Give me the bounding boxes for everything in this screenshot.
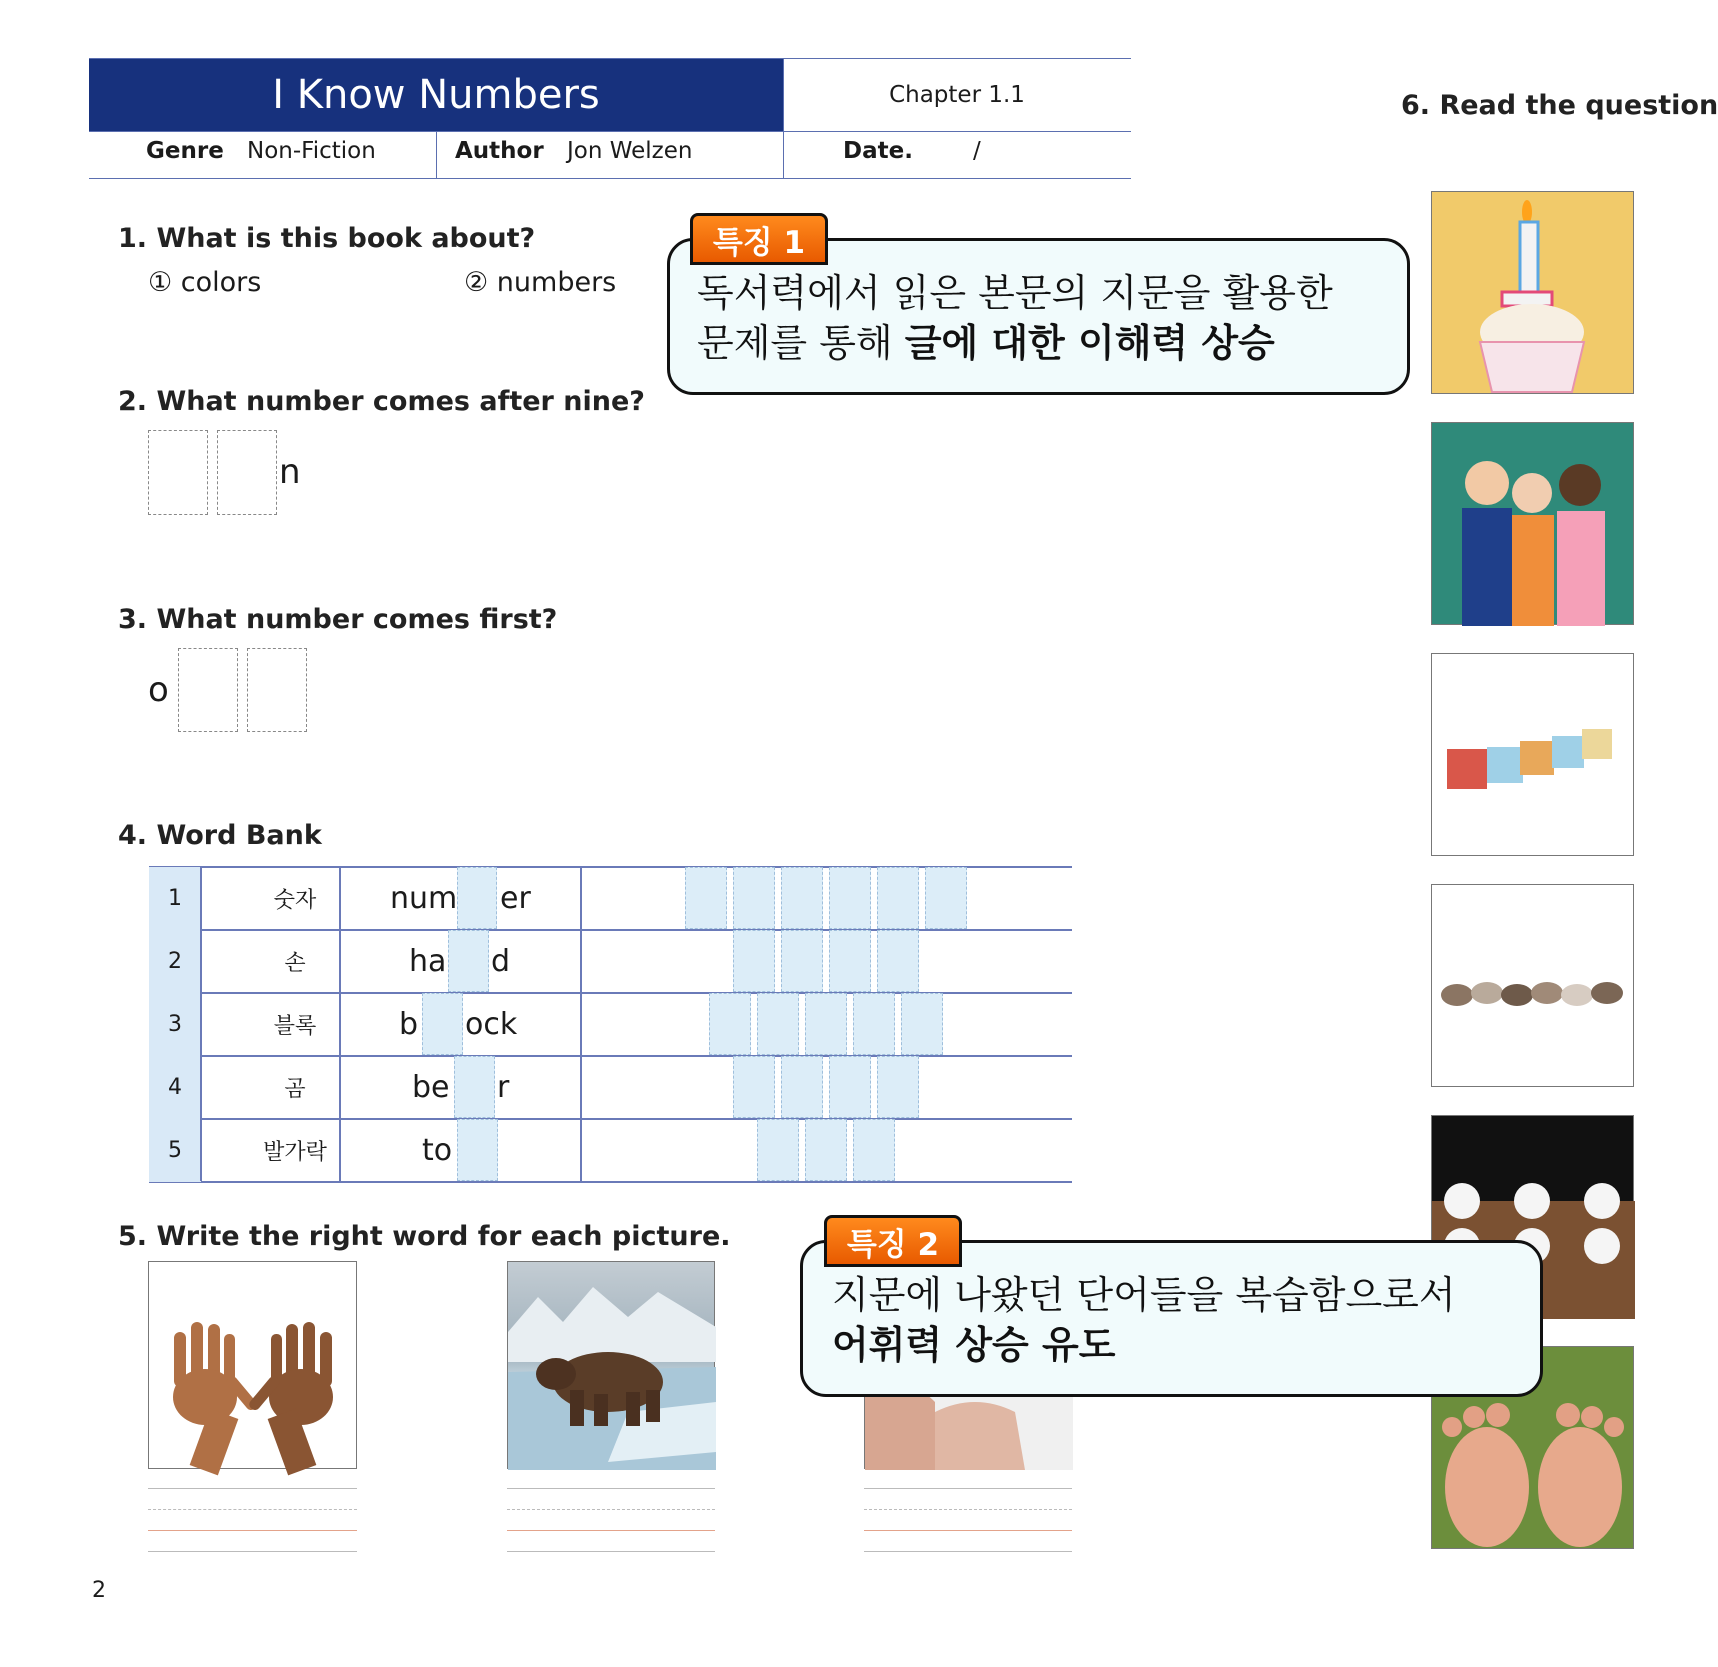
letter-blank[interactable] [422,993,463,1055]
callout-1-bold: 글에 대한 이해력 상승 [904,321,1275,365]
word-fragment: d [491,944,511,979]
korean-word: 숫자 [273,888,317,913]
option-numbers[interactable]: ② numbers [464,267,617,298]
chapter-label: Chapter 1.1 [889,82,1025,108]
word-fragment: be [412,1070,450,1105]
question-4: 4. Word Bank [118,820,322,851]
write-box[interactable] [781,867,823,929]
callout-1-line-1: 독서력에서 읽은 본문의 지문을 활용한 [697,271,1333,315]
feature-badge-1: 특징 1 [690,213,828,265]
write-box[interactable] [733,1056,775,1118]
table-row [149,930,1072,993]
page-number: 2 [92,1578,106,1603]
author-value: Jon Welzen [567,138,693,164]
question-6: 6. Read the question [1401,90,1718,121]
book-title: I Know Numbers [89,59,783,131]
row-number: 3 [149,993,201,1056]
question-1: 1. What is this book about? [118,223,536,254]
date-label: Date. [843,138,913,164]
write-box[interactable] [757,1119,799,1181]
letter-blank[interactable] [448,930,489,992]
write-box[interactable] [925,867,967,929]
word-fragment: num [390,881,458,916]
write-box[interactable] [853,1119,895,1181]
question-2: 2. What number comes after nine? [118,386,645,417]
letter-blank[interactable] [457,867,497,929]
write-box[interactable] [901,993,943,1055]
korean-word: 곰 [284,1077,306,1102]
write-box[interactable] [805,1119,847,1181]
write-box[interactable] [733,867,775,929]
answer-box[interactable] [247,648,307,732]
answer-box[interactable] [217,430,277,515]
row-number: 4 [149,1056,201,1119]
answer-box[interactable] [148,430,208,515]
write-box[interactable] [805,993,847,1055]
author-label: Author [455,138,544,164]
write-box[interactable] [829,1056,871,1118]
word-fragment: to [422,1133,453,1168]
write-box[interactable] [829,867,871,929]
genre-label: Genre [146,138,224,164]
word-prefix: o [148,670,169,710]
table-row [149,993,1072,1056]
letter-blank[interactable] [454,1056,495,1118]
write-box[interactable] [829,930,871,992]
write-box[interactable] [685,867,727,929]
answer-box[interactable] [178,648,238,732]
word-fragment: ock [465,1007,518,1042]
word-fragment: ha [409,944,447,979]
option-colors[interactable]: ① colors [148,267,262,298]
word-suffix: n [279,452,301,492]
feature-badge-2: 특징 2 [824,1215,962,1267]
word-fragment: r [497,1070,510,1105]
callout-1-plain: 문제를 통해 [697,321,905,365]
write-box[interactable] [733,930,775,992]
korean-word: 블록 [273,1014,317,1039]
write-box[interactable] [877,867,919,929]
number-blocks [1431,653,1634,856]
write-box[interactable] [781,1056,823,1118]
korean-word: 발가락 [263,1140,327,1165]
question-5: 5. Write the right word for each picture. [118,1221,731,1252]
question-3: 3. What number comes first? [118,604,558,635]
callout-2-line-1: 지문에 나왔던 단어들을 복습함으로서 [832,1273,1456,1317]
rabbits [1431,884,1634,1087]
write-box[interactable] [757,993,799,1055]
write-box[interactable] [877,930,919,992]
table-row [149,867,1072,930]
write-box[interactable] [709,993,751,1055]
word-fragment: er [500,881,531,916]
genre-value: Non-Fiction [247,138,376,164]
bear-picture [507,1261,715,1469]
table-row [149,1119,1072,1182]
table-row [149,1056,1072,1119]
korean-word: 손 [284,951,306,976]
write-box[interactable] [853,993,895,1055]
callout-2-line-2: 어휘력 상승 유도 [832,1323,1116,1367]
row-number: 2 [149,930,201,993]
hands-picture [148,1261,357,1469]
word-fragment: b [399,1007,419,1042]
letter-blank[interactable] [457,1119,498,1181]
callout-1-line-2 [697,318,1275,368]
three-children [1431,422,1634,625]
date-separator: / [973,138,981,164]
row-number: 5 [149,1119,201,1182]
birthday-cupcake [1431,191,1634,394]
write-box[interactable] [781,930,823,992]
write-box[interactable] [877,1056,919,1118]
row-number: 1 [149,867,201,930]
